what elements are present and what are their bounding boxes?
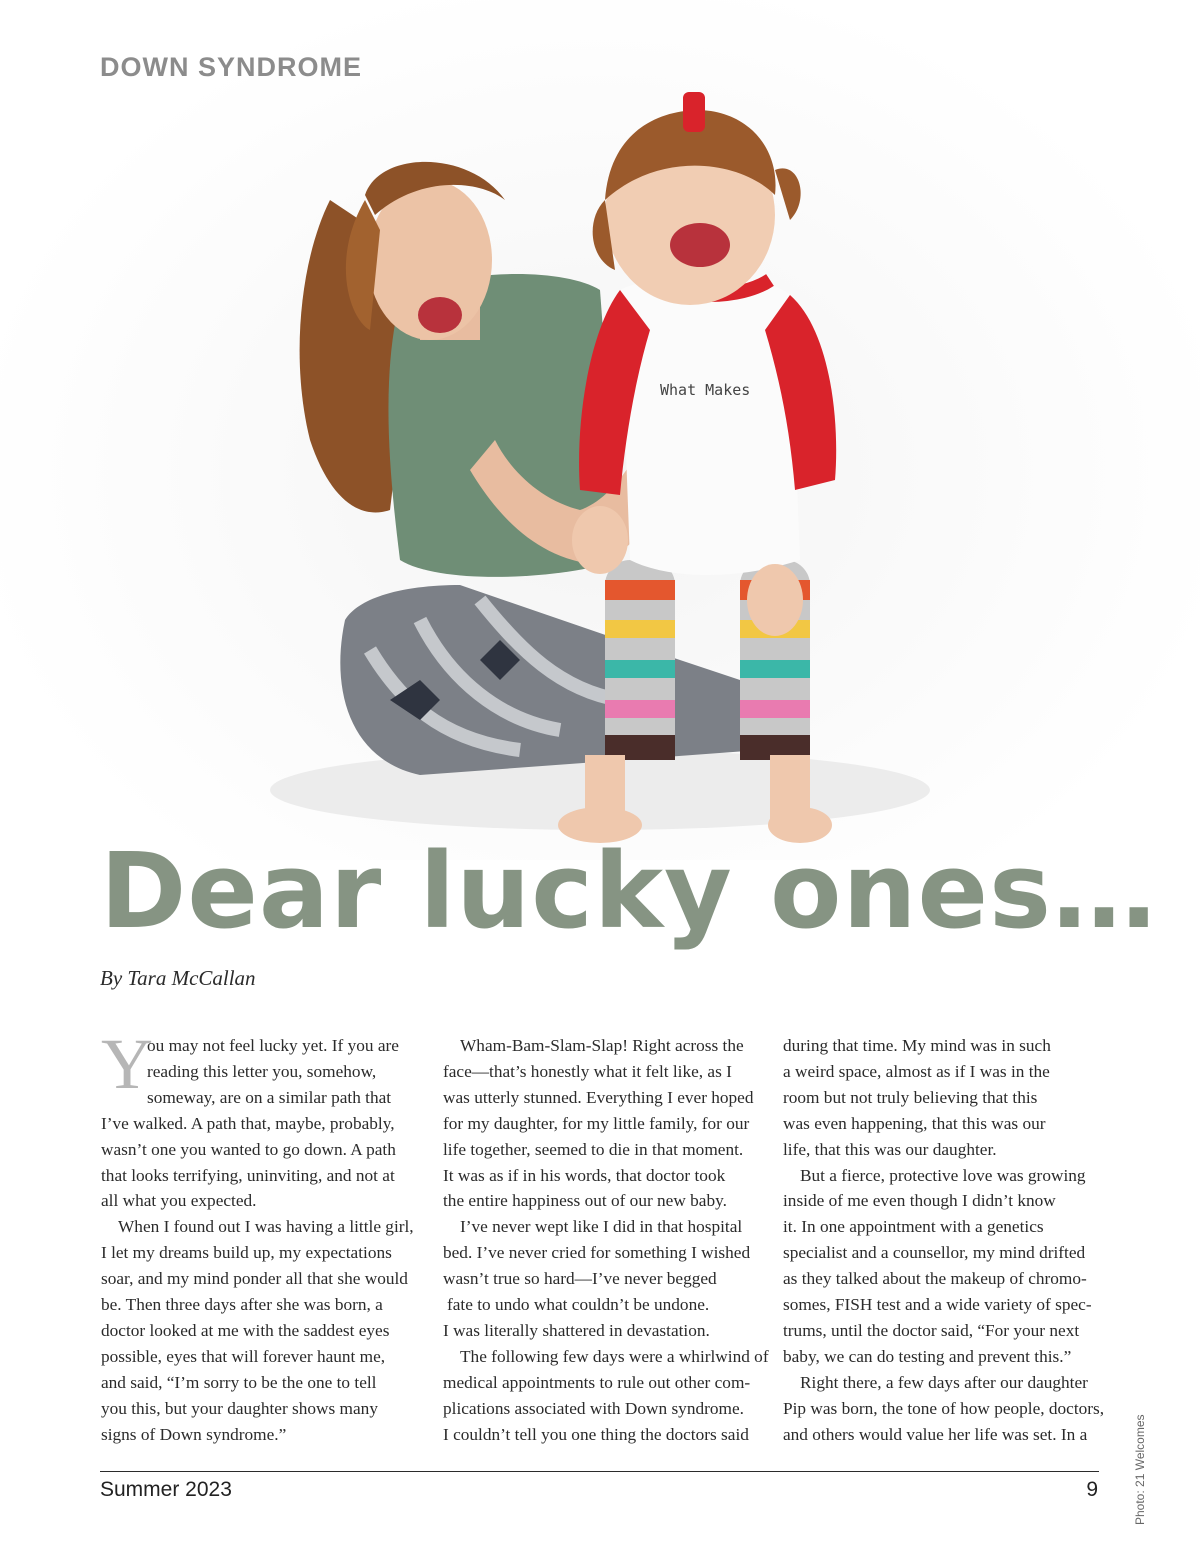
page-number: 9 xyxy=(1086,1478,1098,1501)
article-headline: Dear lucky ones… xyxy=(100,830,1157,952)
photo-credit: Photo: 21 Welcomes xyxy=(1133,1414,1147,1525)
body-line: Wham-Bam-Slam-Slap! Right across the xyxy=(460,1036,744,1055)
body-column-1 xyxy=(101,1033,419,1448)
body-line: somes, FISH test and a wide variety of spec- xyxy=(783,1295,1092,1315)
body-line: and said, “I’m sorry to be the one to tell xyxy=(101,1372,377,1392)
body-line: It was as if in his words, that doctor took xyxy=(443,1165,726,1185)
body-line: was utterly stunned. Everything I ever hoped xyxy=(443,1087,754,1107)
body-line: Right there, a few days after our daughter xyxy=(800,1372,1088,1392)
body-line: I’ve never wept like I did in that hospital xyxy=(460,1217,743,1237)
body-line: specialist and a counsellor, my mind drifted xyxy=(783,1243,1086,1263)
body-line: reading this letter you, somehow, xyxy=(147,1061,377,1081)
body-line: The following few days were a whirlwind of xyxy=(460,1346,769,1366)
issue-label: Summer 2023 xyxy=(100,1478,232,1501)
body-line: the entire happiness out of our new baby. xyxy=(443,1191,727,1211)
byline: By Tara McCallan xyxy=(100,966,256,990)
body-line: life, that this was our daughter. xyxy=(783,1139,997,1159)
body-line: face—that’s honestly what it felt like, as I xyxy=(443,1061,732,1081)
body-line: and others would value her life was set. In a xyxy=(783,1424,1088,1444)
body-line: wasn’t one you wanted to go down. A path xyxy=(101,1139,396,1159)
body-line: When I found out I was having a little girl, xyxy=(118,1217,414,1237)
body-line: you this, but your daughter shows many xyxy=(101,1398,378,1418)
body-line: life together, seemed to die in that moment. xyxy=(443,1139,744,1159)
shirt-print: What Makes xyxy=(660,381,751,399)
body-line: all what you expected. xyxy=(101,1191,257,1211)
body-line: inside of me even though I didn’t know xyxy=(783,1191,1056,1211)
body-line: baby, we can do testing and prevent this.” xyxy=(783,1346,1072,1366)
body-line: But a fierce, protective love was growing xyxy=(800,1165,1086,1185)
body-line: for my daughter, for my little family, for our xyxy=(443,1113,750,1133)
body-line: I couldn’t tell you one thing the doctors said xyxy=(443,1424,749,1444)
body-line: ou may not feel lucky yet. If you are xyxy=(147,1036,399,1055)
body-line: possible, eyes that will forever haunt me, xyxy=(101,1346,386,1366)
body-line: signs of Down syndrome.” xyxy=(101,1424,287,1444)
body-line: be. Then three days after she was born, a xyxy=(101,1295,383,1315)
body-line: bed. I’ve never cried for something I wished xyxy=(443,1243,751,1263)
body-line: I’ve walked. A path that, maybe, probably, xyxy=(101,1113,395,1133)
body-line: soar, and my mind ponder all that she would xyxy=(101,1269,408,1289)
section-label: DOWN SYNDROME xyxy=(100,52,362,82)
body-column-3 xyxy=(783,1033,1105,1448)
body-line: room but not truly believing that this xyxy=(783,1087,1038,1107)
body-line: Pip was born, the tone of how people, doctors, xyxy=(783,1398,1105,1418)
body-line: plications associated with Down syndrome. xyxy=(443,1398,744,1418)
body-line: as they talked about the makeup of chromo- xyxy=(783,1269,1087,1289)
body-line: was even happening, that this was our xyxy=(783,1113,1046,1133)
body-line: medical appointments to rule out other com- xyxy=(443,1372,751,1392)
body-line: I let my dreams build up, my expectations xyxy=(101,1243,392,1263)
body-line: it. In one appointment with a genetics xyxy=(783,1217,1044,1237)
drop-cap: Y xyxy=(101,1024,153,1104)
body-line: during that time. My mind was in such xyxy=(783,1036,1051,1055)
body-line: fate to undo what couldn’t be undone. xyxy=(447,1295,710,1315)
body-line: a weird space, almost as if I was in the xyxy=(783,1061,1050,1081)
body-line: doctor looked at me with the saddest eyes xyxy=(101,1320,390,1340)
body-line: I was literally shattered in devastation. xyxy=(443,1320,710,1340)
body-line: that looks terrifying, uninviting, and not at xyxy=(101,1165,395,1185)
footer-rule xyxy=(100,1471,1099,1472)
body-line: someway, are on a similar path that xyxy=(147,1087,392,1107)
body-line: trums, until the doctor said, “For your next xyxy=(783,1320,1080,1340)
body-column-2 xyxy=(443,1033,769,1448)
body-line: wasn’t true so hard—I’ve never begged xyxy=(443,1269,717,1289)
